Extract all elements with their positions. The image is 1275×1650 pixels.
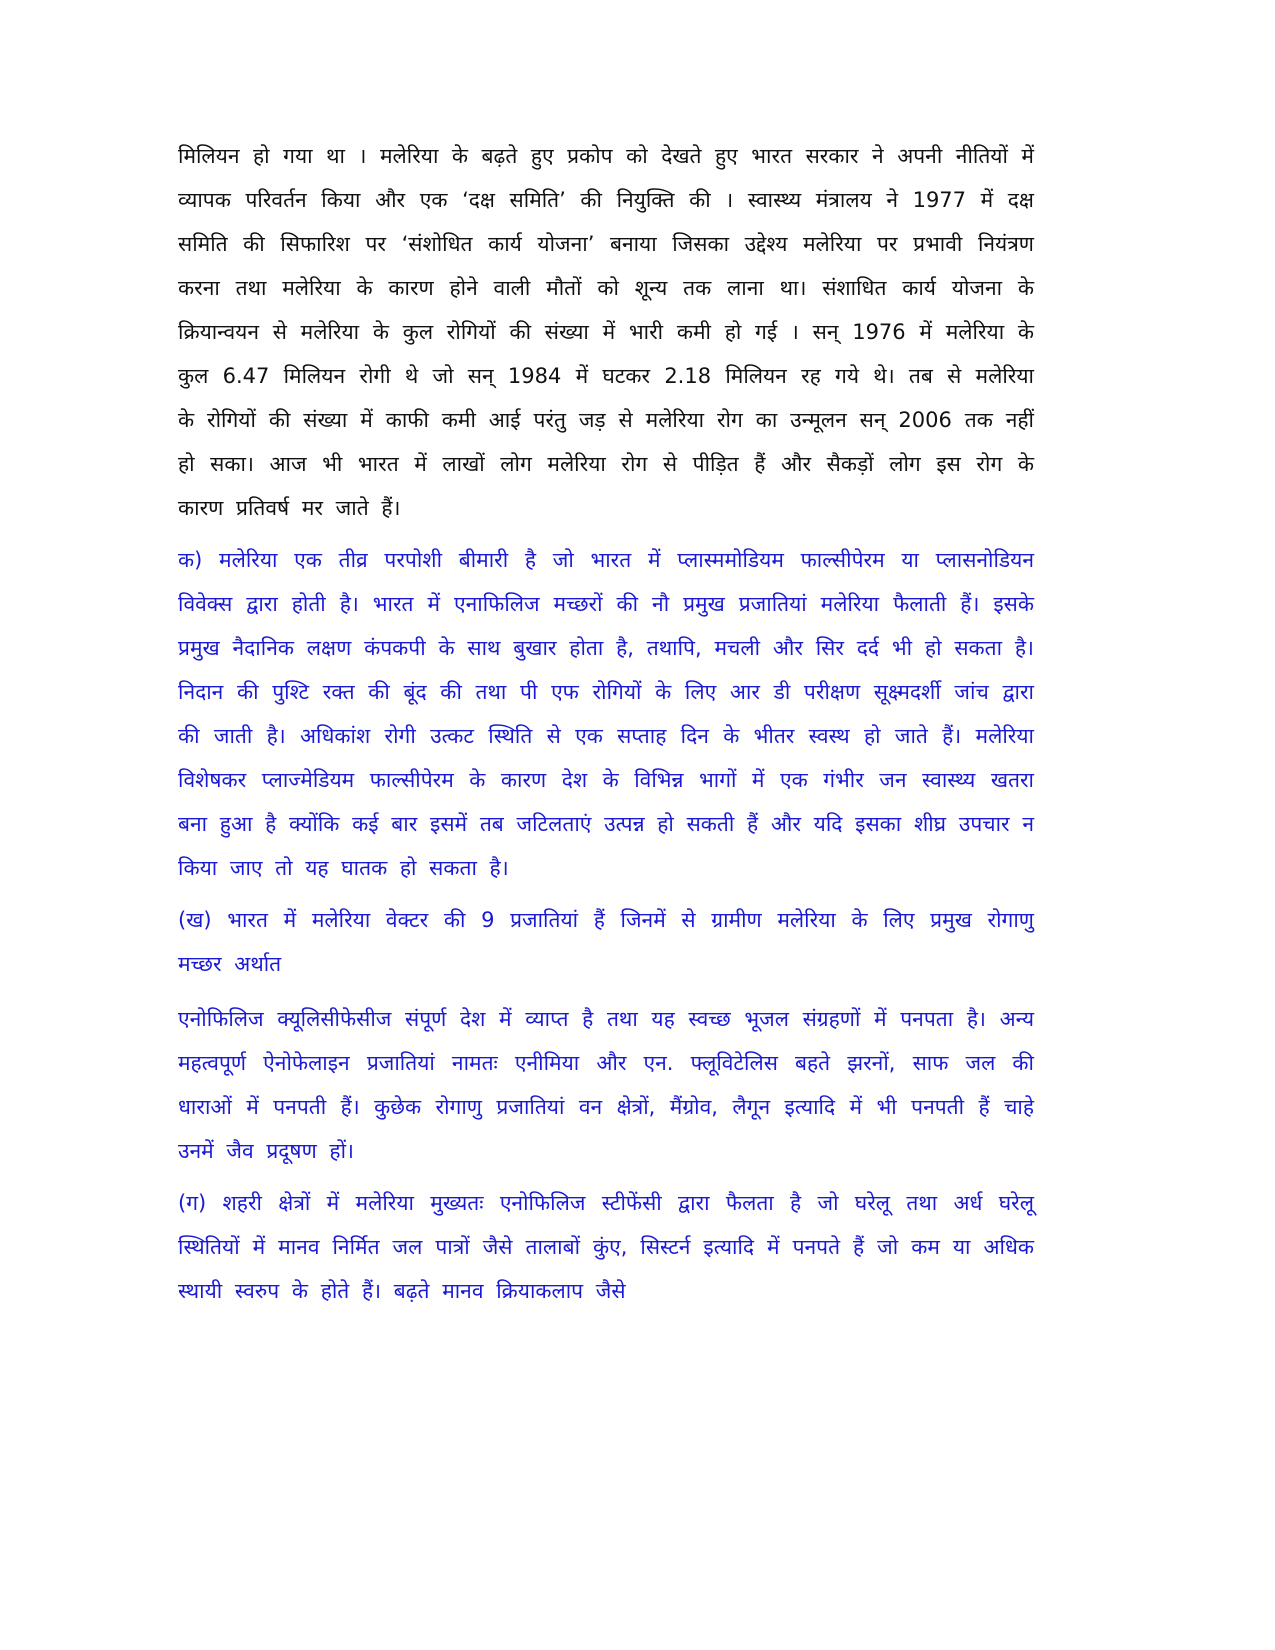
paragraph-point-ka: क) मलेरिया एक तीव्र परपोशी बीमारी है जो भारत में प्लास्ममोडियम फाल्सीपेरम या प्लासनोडियन विवेक्स द्वारा होती है। भारत में एनाफिलिज मच्छरों की नौ प्रमुख प्रजातियां मलेरिया फैलाती हैं। इसके प्रमुख नैदानिक लक्षण कंपकपी के साथ बुखार होता है, तथापि, मचली और सिर दर्द भी हो सकता है। निदान की पुश्टि रक्त की बूंद की तथा पी एफ रोगियों के लिए आर डी परीक्षण सूक्ष्मदर्शी जांच द्वारा की जाती है। अधिकांश रोगी उत्कट स्थिति से एक सप्ताह दिन के भीतर स्वस्थ हो जाते हैं। मलेरिया विशेषकर प्लाज्मेडियम फाल्सीपेरम के कारण देश के विभिन्न भागों में एक गंभीर जन स्वास्थ्य खतरा बना हुआ है क्योंकि कई बार इसमें तब जटिलताएं उत्पन्न हो सकती हैं और यदि इसका शीघ्र उपचार न किया जाए तो यह घातक हो सकता है। bbox=[178, 548, 1034, 880]
paragraph-point-ga: (ग) शहरी क्षेत्रों में मलेरिया मुख्यतः एनोफिलिज स्टीफेंसी द्वारा फैलता है जो घरेलू तथा अर्ध घरेलू स्थितियों में मानव निर्मित जल पात्रों जैसे तालाबों कुंए, सिस्टर्न इत्यादि में पनपते हैं जो कम या अधिक स्थायी स्वरुप के होते हैं। बढ़ते मानव क्रियाकलाप जैसे bbox=[178, 1191, 1034, 1303]
document-page bbox=[178, 134, 1034, 1313]
paragraph-point-kha: (ख) भारत में मलेरिया वेक्टर की 9 प्रजातियां हैं जिनमें से ग्रामीण मलेरिया के लिए प्रमुख रोगाणु मच्छर अर्थात bbox=[178, 908, 1034, 976]
paragraph-intro: मिलियन हो गया था । मलेरिया के बढ़ते हुए प्रकोप को देखते हुए भारत सरकार ने अपनी नीतियों में व्यापक परिवर्तन किया और एक ‘दक्ष समिति’ की नियुक्ति की । स्वास्थ्य मंत्रालय ने 1977 में दक्ष समिति की सिफारिश पर ‘संशोधित कार्य योजना’ बनाया जिसका उद्देश्य मलेरिया पर प्रभावी नियंत्रण करना तथा मलेरिया के कारण होने वाली मौतों को शून्य तक लाना था। संशाधित कार्य योजना के क्रियान्वयन से मलेरिया के कुल रोगियों की संख्या में भारी कमी हो गई । सन् 1976 में मलेरिया के कुल 6.47 मिलियन रोगी थे जो सन् 1984 में घटकर 2.18 मिलियन रह गये थे। तब से मलेरिया के रोगियों की संख्या में काफी कमी आई परंतु जड़ से मलेरिया रोग का उन्मूलन सन् 2006 तक नहीं हो सका। आज भी भारत में लाखों लोग मलेरिया रोग से पीड़ित हैं और सैकड़ों लोग इस रोग के कारण प्रतिवर्ष मर जाते हैं। bbox=[178, 144, 1034, 520]
paragraph-anopheles: एनोफिलिज क्यूलिसीफेसीज संपूर्ण देश में व्याप्त है तथा यह स्वच्छ भूजल संग्रहणों में पनपता है। अन्य महत्वपूर्ण ऐनोफेलाइन प्रजातियां नामतः एनीमिया और एन. फ्लूविटेलिस बहते झरनों, साफ जल की धाराओं में पनपती हैं। कुछेक रोगाणु प्रजातियां वन क्षेत्रों, मैंग्रोव, लैगून इत्यादि में भी पनपती हैं चाहे उनमें जैव प्रदूषण हों। bbox=[178, 1007, 1034, 1163]
